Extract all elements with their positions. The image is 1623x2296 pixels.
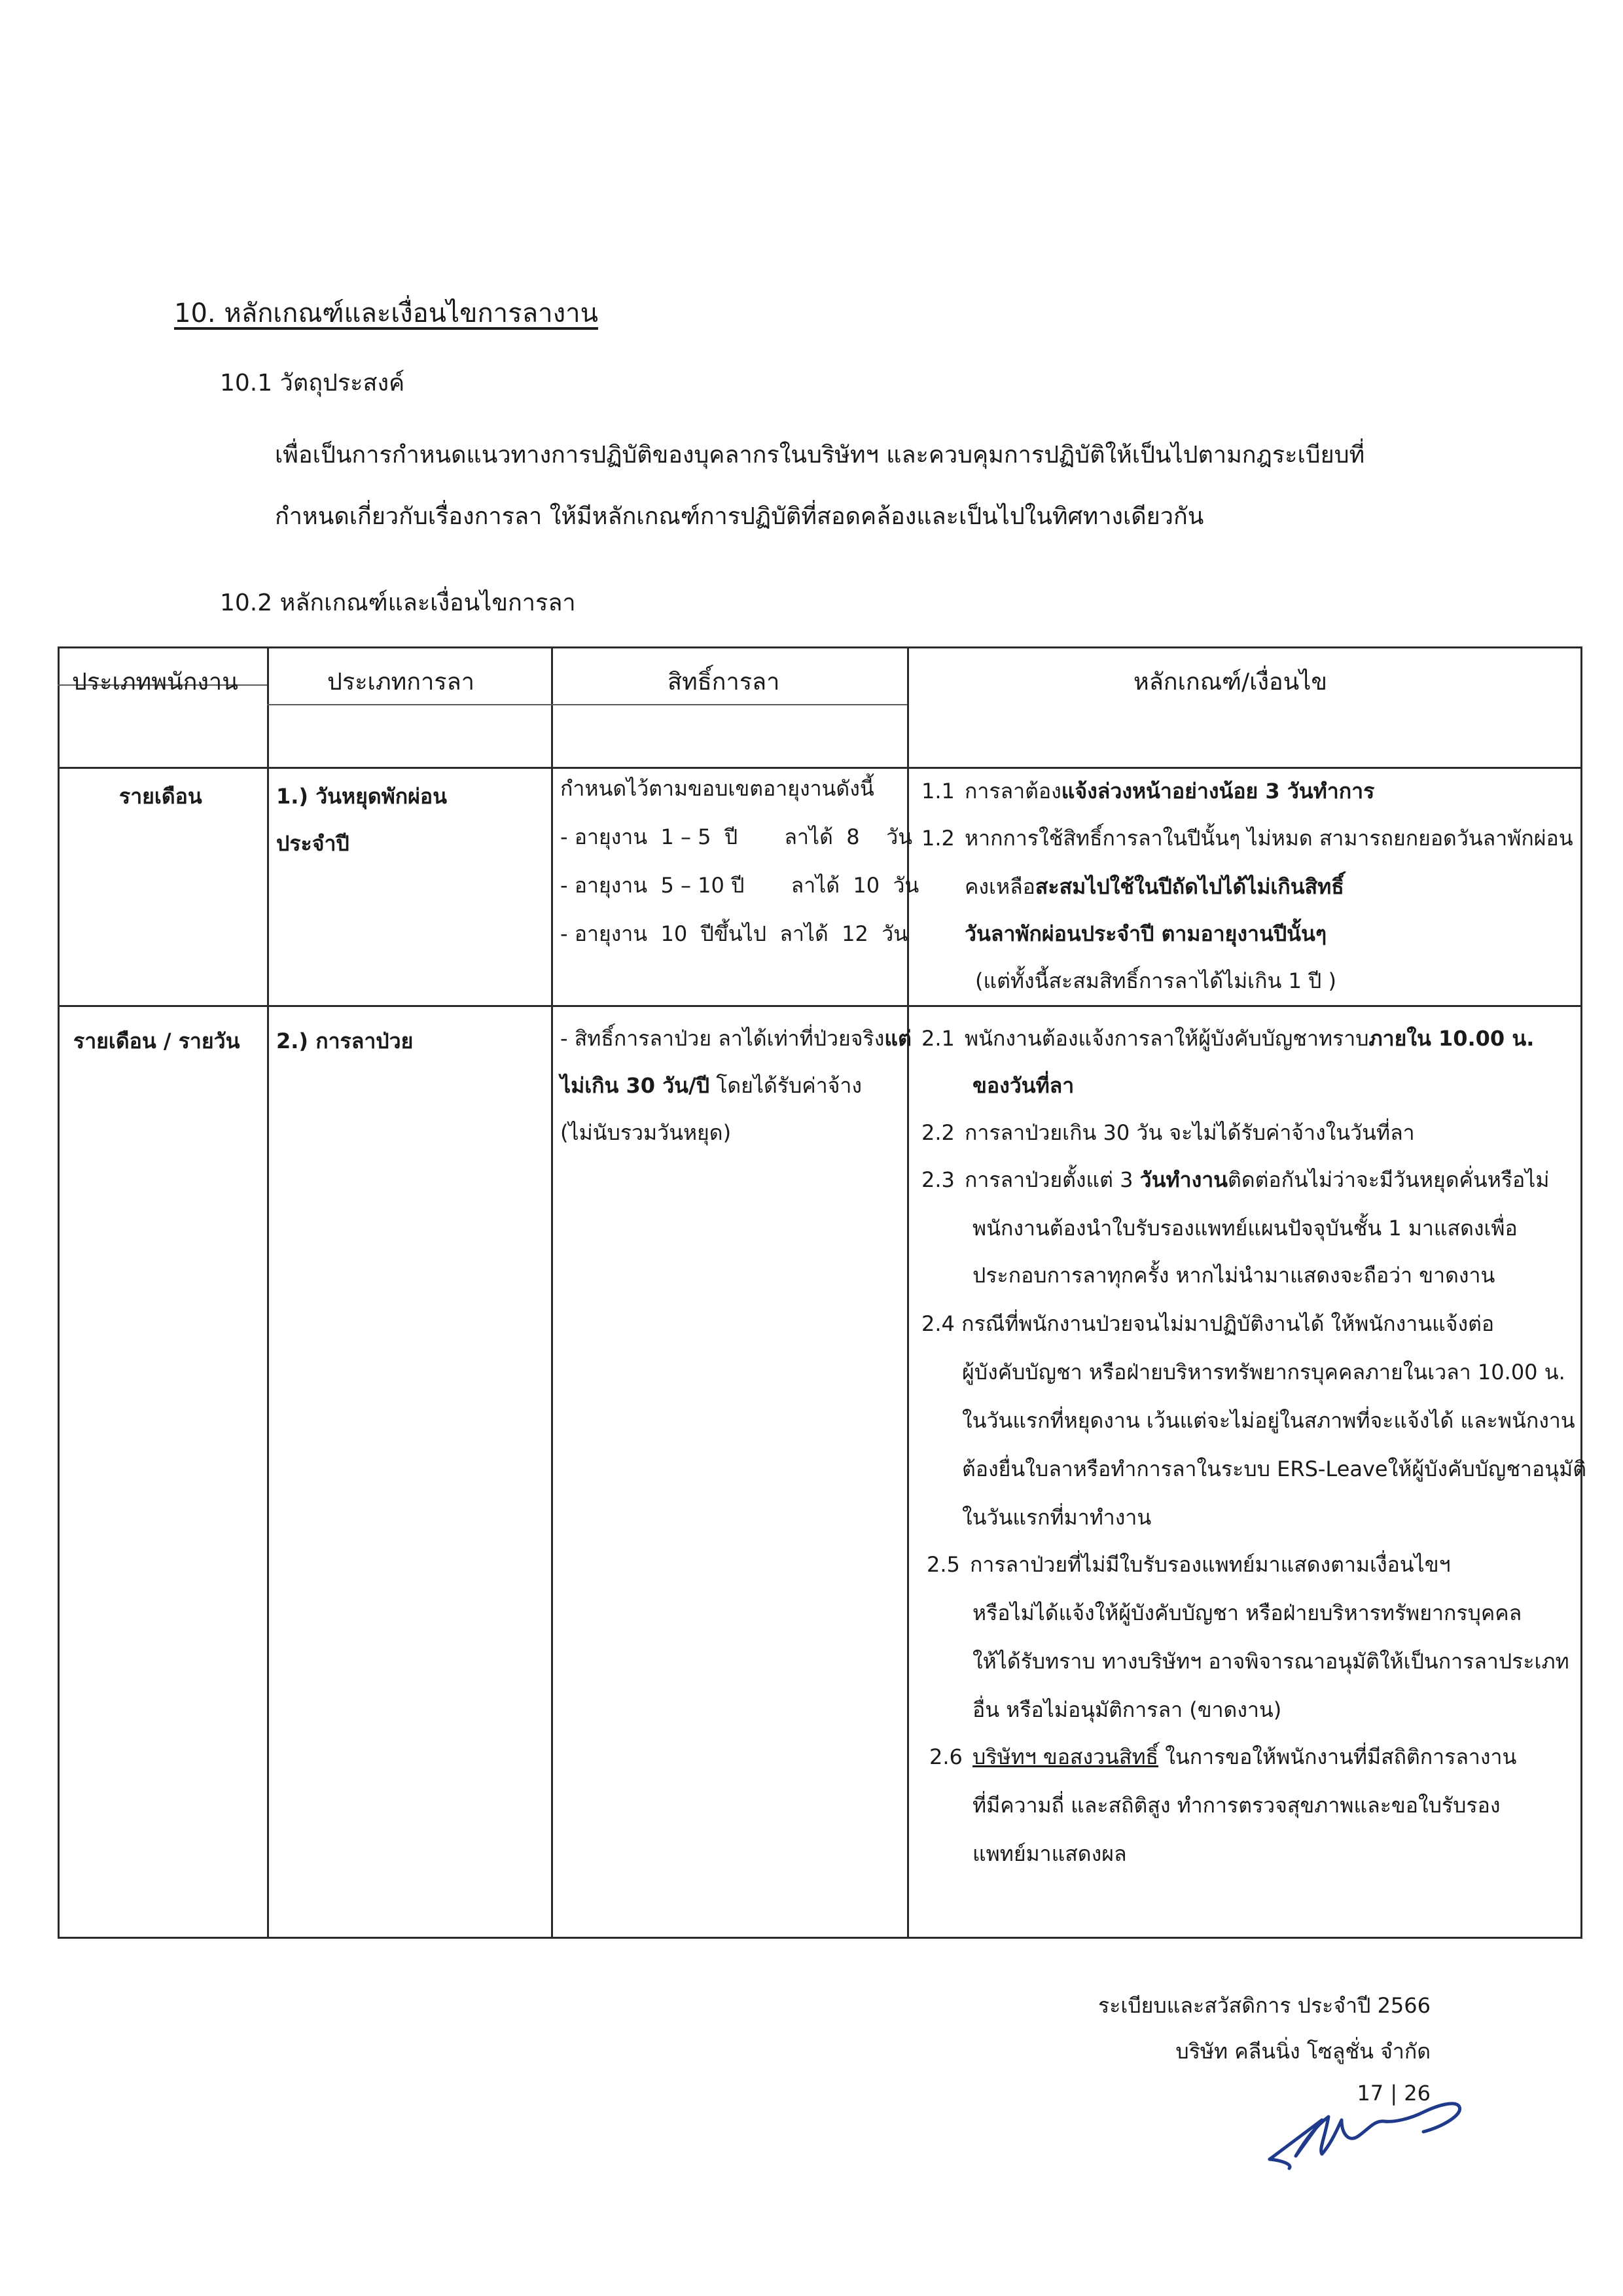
row1-employee-type: รายเดือน: [119, 784, 202, 809]
row2-rights-line: [560, 1022, 912, 1055]
objective-line-2: กำหนดเกี่ยวกับเรื่องการลา ให้มีหลักเกณฑ์การปฏิบัติที่สอดคล้องและเป็นไปในทิศทางเดียวกัน: [275, 503, 1204, 530]
row2-condition-2-4-cont: ในวันแรกที่มาทำงาน: [962, 1505, 1152, 1530]
signature-icon: [1243, 2081, 1518, 2179]
condition-number: 1.2: [921, 826, 955, 851]
condition-number: 2.5: [927, 1552, 960, 1577]
row2-condition-2-5-cont: หรือไม่ได้แจ้งให้ผู้บังคับบัญชา หรือฝ่ายบริหารทรัพยากรบุคคล: [972, 1600, 1522, 1625]
condition-number: 2.2: [921, 1120, 955, 1145]
condition-text: ติดต่อกันไม่ว่าจะมีวันหยุดคั่นหรือไม่: [1228, 1167, 1550, 1192]
row2-condition-2-1: [921, 1022, 1534, 1055]
table-divider: [267, 646, 269, 1939]
condition-text: คงเหลือ: [965, 874, 1035, 899]
row2-condition-2-3-cont: พนักงานต้องนำใบรับรองแพทย์แผนปัจจุบันชั้น 1 มาแสดงเพื่อ: [972, 1216, 1518, 1241]
row1-rights-line: - อายุงาน 5 – 10 ปี ลาได้ 10 วัน: [560, 873, 919, 898]
condition-emphasis: บริษัทฯ ขอสงวนสิทธิ์: [972, 1744, 1159, 1769]
row1-condition-1-2-cont: วันลาพักผ่อนประจำปี ตามอายุงานปีนั้นๆ: [965, 921, 1327, 946]
rights-text: - สิทธิ์การลาป่วย ลาได้เท่าที่ป่วยจริง: [560, 1026, 885, 1051]
condition-number: 1.1: [921, 779, 955, 804]
condition-number: 2.6: [929, 1744, 963, 1769]
rights-emphasis: แต่: [884, 1026, 912, 1051]
condition-number: 2.3: [921, 1167, 955, 1192]
condition-emphasis: แจ้งล่วงหน้าอย่างน้อย 3 วันทำการ: [1061, 779, 1375, 804]
condition-number: 2.1: [921, 1026, 955, 1051]
row2-rights-line: [560, 1069, 862, 1103]
row1-condition-1-2-cont: [965, 870, 1344, 904]
header-leave-rights: สิทธิ์การลา: [668, 669, 780, 696]
row1-condition-1-2-note: (แต่ทั้งนี้สะสมสิทธิ์การลาได้ไม่เกิน 1 ปี ): [975, 968, 1337, 993]
row2-condition-2-6: [929, 1740, 1516, 1774]
condition-text: การลาต้อง: [965, 779, 1061, 804]
row2-condition-2-2: [921, 1116, 1415, 1150]
row2-leave-type: 2.) การลาป่วย: [276, 1029, 414, 1053]
footer-company-name: บริษัท คลีนนิ่ง โซลูชั่น จำกัด: [1175, 2039, 1431, 2064]
header-leave-type: ประเภทการลา: [327, 669, 474, 696]
condition-emphasis: วันทำงาน: [1139, 1167, 1228, 1192]
row1-rights-line: - อายุงาน 10 ปีขึ้นไป ลาได้ 12 วัน: [560, 921, 908, 946]
row2-condition-2-5-cont: อื่น หรือไม่อนุมัติการลา (ขาดงาน): [972, 1697, 1282, 1722]
row2-condition-2-3: [921, 1163, 1549, 1197]
condition-text: หากการใช้สิทธิ์การลาในปีนั้นๆ ไม่หมด สามารถยกยอดวันลาพักผ่อน: [965, 826, 1573, 851]
table-divider: [58, 1005, 1582, 1007]
row1-leave-type: 1.) วันหยุดพักผ่อน: [276, 784, 447, 809]
row1-rights-line: - อายุงาน 1 – 5 ปี ลาได้ 8 วัน: [560, 824, 913, 849]
table-divider: [551, 704, 907, 705]
row1-condition-1-2: [921, 822, 1573, 855]
row2-condition-2-4-cont: ผู้บังคับบัญชา หรือฝ่ายบริหารทรัพยากรบุคคลภายในเวลา 10.00 น.: [962, 1360, 1565, 1385]
footer-document-title: ระเบียบและสวัสดิการ ประจำปี 2566: [1098, 1993, 1431, 2018]
row2-condition-2-4-cont: ต้องยื่นใบลาหรือทำการลาในระบบ ERS-Leaveให้ผู้บังคับบัญชาอนุมัติ: [962, 1457, 1586, 1481]
row2-condition-2-6-cont: แพทย์มาแสดงผล: [972, 1841, 1127, 1866]
row2-condition-2-4-cont: ในวันแรกที่หยุดงาน เว้นแต่จะไม่อยู่ในสภาพที่จะแจ้งได้ และพนักงาน: [962, 1408, 1575, 1433]
row2-condition-2-4: 2.4 กรณีที่พนักงานป่วยจนไม่มาปฏิบัติงานได้ ให้พนักงานแจ้งต่อ: [921, 1311, 1495, 1336]
row1-condition-1-1: [921, 775, 1374, 808]
header-conditions: หลักเกณฑ์/เงื่อนไข: [1133, 669, 1327, 696]
table-divider: [916, 1005, 921, 1007]
condition-text: การลาป่วยเกิน 30 วัน จะไม่ได้รับค่าจ้างในวันที่ลา: [965, 1120, 1415, 1145]
row1-rights-line: กำหนดไว้ตามขอบเขตอายุงานดังนี้: [560, 776, 874, 801]
table-divider: [267, 704, 551, 705]
header-employee-type: ประเภทพนักงาน: [72, 669, 238, 696]
objective-heading: 10.1 วัตถุประสงค์: [220, 370, 405, 397]
condition-emphasis: สะสมไปใช้ในปีถัดไปได้ไม่เกินสิทธิ์: [1035, 874, 1344, 899]
row2-condition-2-1-cont: ของวันที่ลา: [972, 1073, 1075, 1098]
row2-employee-type: รายเดือน / รายวัน: [73, 1029, 240, 1053]
table-divider: [58, 767, 1582, 769]
row1-leave-type-cont: ประจำปี: [276, 831, 349, 856]
page-number: 17 | 26: [1357, 2081, 1431, 2106]
condition-text: พนักงานต้องแจ้งการลาให้ผู้บังคับบัญชาทราบ: [965, 1026, 1369, 1051]
condition-emphasis: ภายใน 10.00 น.: [1368, 1026, 1535, 1051]
row2-rights-line: (ไม่นับรวมวันหยุด): [560, 1120, 732, 1145]
condition-text: การลาป่วยตั้งแต่ 3: [965, 1167, 1140, 1192]
condition-text: ในการขอให้พนักงานที่มีสถิติการลางาน: [1158, 1744, 1517, 1769]
row2-condition-2-5: [927, 1548, 1451, 1581]
rights-text: โดยได้รับค่าจ้าง: [709, 1073, 863, 1098]
row2-condition-2-6-cont: ที่มีความถี่ และสถิติสูง ทำการตรวจสุขภาพและขอใบรับรอง: [972, 1793, 1501, 1818]
criteria-heading: 10.2 หลักเกณฑ์และเงื่อนไขการลา: [220, 590, 576, 616]
objective-line-1: เพื่อเป็นการกำหนดแนวทางการปฏิบัติของบุคลากรในบริษัทฯ และควบคุมการปฏิบัติให้เป็นไปตามกฎระเบียบที่: [275, 442, 1365, 468]
condition-text: การลาป่วยที่ไม่มีใบรับรองแพทย์มาแสดงตามเงื่อนไขฯ: [970, 1552, 1451, 1577]
rights-emphasis: ไม่เกิน 30 วัน/ปี: [560, 1073, 710, 1098]
section-title: 10. หลักเกณฑ์และเงื่อนไขการลางาน: [174, 298, 598, 328]
row2-condition-2-5-cont: ให้ได้รับทราบ ทางบริษัทฯ อาจพิจารณาอนุมัติให้เป็นการลาประเภท: [972, 1649, 1569, 1674]
row2-condition-2-3-cont: ประกอบการลาทุกครั้ง หากไม่นำมาแสดงจะถือว่า ขาดงาน: [972, 1263, 1495, 1288]
table-divider: [551, 646, 553, 1939]
